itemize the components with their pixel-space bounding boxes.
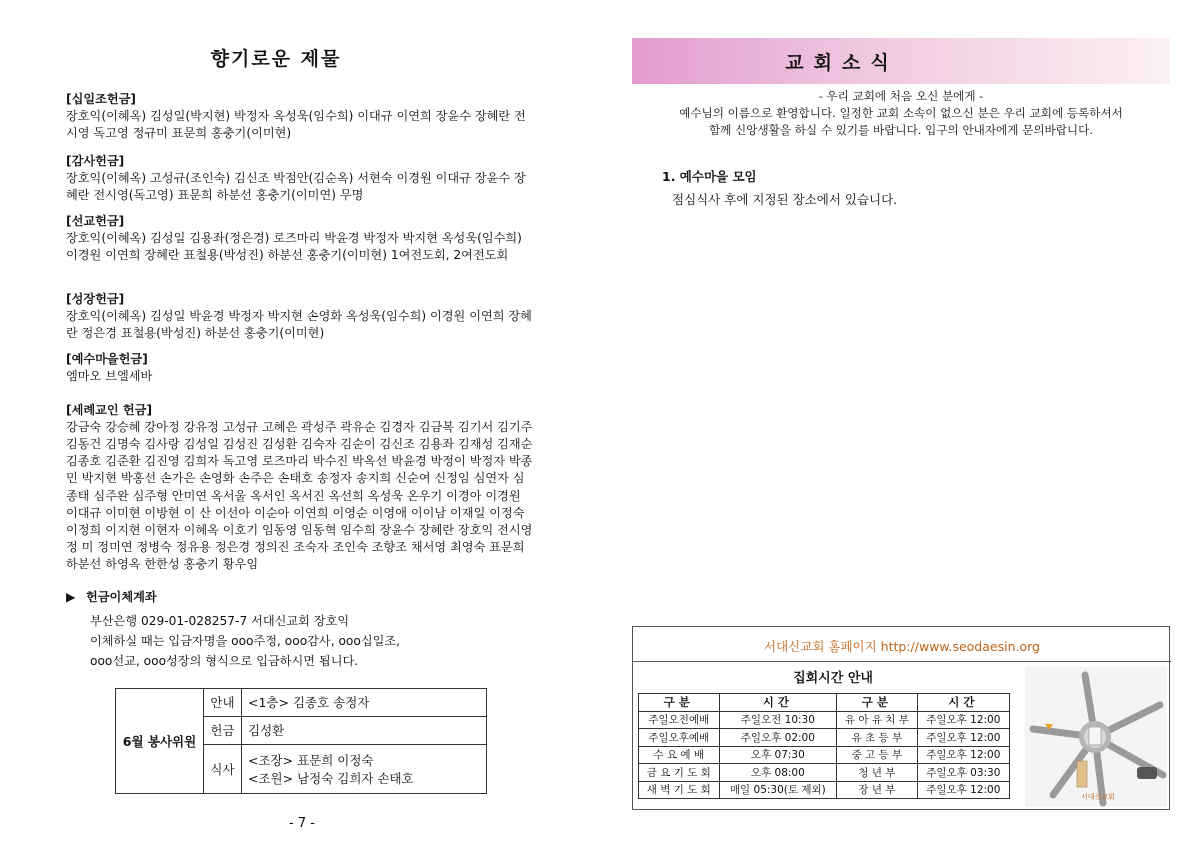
welcome-message xyxy=(632,88,1170,139)
table-row xyxy=(639,764,1010,782)
transfer-heading xyxy=(66,588,536,605)
table-cell: 주일오후 12:00 xyxy=(917,781,1009,799)
column-header: 구분 xyxy=(639,694,720,712)
table-cell: 매일 05:30(토 제외) xyxy=(719,781,837,799)
table-row xyxy=(639,711,1010,729)
section-heading: 1. 예수마을 모임 xyxy=(662,169,757,184)
volunteer-month-label: 6월 봉사위원 xyxy=(116,689,204,794)
table-cell: 오후 08:00 xyxy=(719,764,837,782)
table-cell: 청 년 부 xyxy=(837,764,918,782)
offering-names: 엠마오 브엘세바 xyxy=(66,368,153,383)
offering-names: 장호익(이혜옥) 고성규(조인숙) 김신조 박점안(김순옥) 서현숙 이경원 이대규 장윤수 장혜란 전시영(독고영) 표문희 하분선 홍충기(이미연) 무명 xyxy=(66,170,526,202)
transfer-account-line: 부산은행 029-01-028257-7 서대신교회 장호익 xyxy=(90,614,350,628)
table-cell: 금 요 기 도 회 xyxy=(639,764,720,782)
offering-heading: [예수마을헌금] xyxy=(66,352,148,366)
welcome-line: 예수님의 이름으로 환영합니다. 일정한 교회 소속이 없으신 분은 우리 교회에 등록하셔서 xyxy=(679,106,1123,120)
homepage-link[interactable]: 서대신교회 홈페이지 http://www.seodaesin.org xyxy=(764,639,1040,654)
column-header: 시간 xyxy=(719,694,837,712)
table-header-row xyxy=(639,694,1010,712)
table-row xyxy=(639,729,1010,747)
triangle-bullet-icon: ▶ xyxy=(66,590,76,604)
column-header: 구분 xyxy=(837,694,918,712)
offering-heading: [감사헌금] xyxy=(66,154,125,168)
offering-heading: [선교헌금] xyxy=(66,214,125,228)
offering-names: 장호익(이혜옥) 김성일 김용좌(정은경) 로즈마리 박윤경 박정자 박지현 옥성욱(임수희) 이경원 이연희 장혜란 표철용(박성진) 하분선 홍충기(이미현) 1여전도회, 2여전도회 xyxy=(66,230,522,262)
transfer-heading-text: 헌금이체계좌 xyxy=(86,590,157,604)
offering-section xyxy=(66,291,536,341)
volunteer-names: <조장> 표문희 이정숙 xyxy=(248,752,374,768)
volunteer-names: <1층> 김종호 송정자 xyxy=(242,689,487,717)
volunteer-table xyxy=(115,688,487,794)
table-row xyxy=(639,781,1010,799)
volunteer-role: 헌금 xyxy=(204,716,242,744)
volunteer-names-cell xyxy=(242,744,487,794)
church-news-banner xyxy=(632,38,1170,84)
table-cell: 주일오후 02:00 xyxy=(719,729,837,747)
volunteer-role: 안내 xyxy=(204,689,242,717)
table-cell: 주일오후 12:00 xyxy=(917,746,1009,764)
transfer-instruction-line: ooo선교, ooo성장의 형식으로 입금하시면 됩니다. xyxy=(90,654,359,668)
table-cell: 주일오후 03:30 xyxy=(917,764,1009,782)
welcome-heading: - 우리 교회에 처음 오신 분에게 - xyxy=(818,89,984,103)
offering-heading: [십일조헌금] xyxy=(66,92,137,106)
table-cell: 주일오후 12:00 xyxy=(917,711,1009,729)
offering-section xyxy=(66,402,536,574)
table-cell: 주일오전 10:30 xyxy=(719,711,837,729)
volunteer-names: <조원> 남정숙 김희자 손태호 xyxy=(248,770,414,786)
table-cell: 오후 07:30 xyxy=(719,746,837,764)
offering-names: 강금숙 강승혜 강아정 강유정 고성규 고혜은 곽성주 곽유순 김경자 김금복 김기서 김기주 김동건 김명숙 김사랑 김성일 김성진 김성환 김숙자 김순이 김신조 김용좌 김재성 김재순 김종호 김준환 김진영 김희자 독고영 로즈마리 박수진 박옥선 박윤경 박정이 박정자 박종민 박지현 박홍선 손가은 손영화 손주은 손태호 송정자 송지희 신순여 신정임 심연자 심종태 심주완 심주형 안미연 옥서울 옥서인 옥서진 옥선희 옥성욱 온우기 이경아 이경원 이대규 이미현 이방현 이 산 이선아 이순아 이연희 이영순 이영애 이이남 이재일 이정숙 이정희 이지현 이현자 이혜옥 이호기 임동영 임동혁 임수희 장윤수 장혜란 장호익 전시영 정 미 정미연 정병숙 정유용 정은경 정의진 조숙자 조인숙 조향조 채서영 최영숙 표문희 하분선 하영옥 한한성 홍충기 황우임 xyxy=(66,419,533,572)
volunteer-role: 식사 xyxy=(204,744,242,794)
welcome-line: 함께 신앙생활을 하실 수 있기를 바랍니다. 입구의 안내자에게 문의바랍니다. xyxy=(708,123,1094,137)
church-news-title: 교회소식 xyxy=(785,52,899,74)
table-cell: 유 초 등 부 xyxy=(837,729,918,747)
table-cell: 새 벽 기 도 회 xyxy=(639,781,720,799)
page-number: - 7 - xyxy=(289,816,315,831)
table-cell: 주일오후예배 xyxy=(639,729,720,747)
offering-heading: [성장헌금] xyxy=(66,292,125,306)
offering-section xyxy=(66,91,536,141)
column-header: 시간 xyxy=(917,694,1009,712)
table-cell: 수 요 예 배 xyxy=(639,746,720,764)
page-title: 향기로운 제물 xyxy=(210,48,342,70)
schedule-title: 집회시간 안내 xyxy=(793,671,873,686)
section-body: 점심식사 후에 지정된 장소에서 있습니다. xyxy=(672,192,898,207)
table-row xyxy=(116,689,487,717)
divider xyxy=(633,661,1171,662)
table-cell: 중 고 등 부 xyxy=(837,746,918,764)
offering-names: 장호익(이혜옥) 김성일 박윤경 박정자 박지현 손영화 옥성욱(임수희) 이경원 이연희 장혜란 정은경 표철용(박성진) 하분선 홍충기(이미현) xyxy=(66,308,532,340)
offering-heading: [세례교인 헌금] xyxy=(66,403,153,417)
map-caption: 서대신교회 xyxy=(1081,793,1115,801)
table-row xyxy=(639,746,1010,764)
table-cell: 유 아 유 치 부 xyxy=(837,711,918,729)
transfer-account-section xyxy=(66,588,536,671)
offering-section xyxy=(66,351,536,385)
table-cell: 주일오전예배 xyxy=(639,711,720,729)
schedule-table xyxy=(638,693,1010,799)
offering-section xyxy=(66,213,536,263)
offering-section xyxy=(66,153,536,203)
table-cell: 장 년 부 xyxy=(837,781,918,799)
transfer-instruction-line: 이체하실 때는 입금자명을 ooo주정, ooo감사, ooo십일조, xyxy=(90,634,401,648)
church-location-map xyxy=(1025,667,1167,807)
table-cell: 주일오후 12:00 xyxy=(917,729,1009,747)
volunteer-names: 김성환 xyxy=(242,716,487,744)
offering-names: 장호익(이혜옥) 김성일(박지현) 박정자 옥성욱(임수희) 이대규 이연희 장윤수 장혜란 전시영 독고영 정규미 표문희 홍충기(이미현) xyxy=(66,108,526,140)
service-info-box xyxy=(632,626,1170,810)
